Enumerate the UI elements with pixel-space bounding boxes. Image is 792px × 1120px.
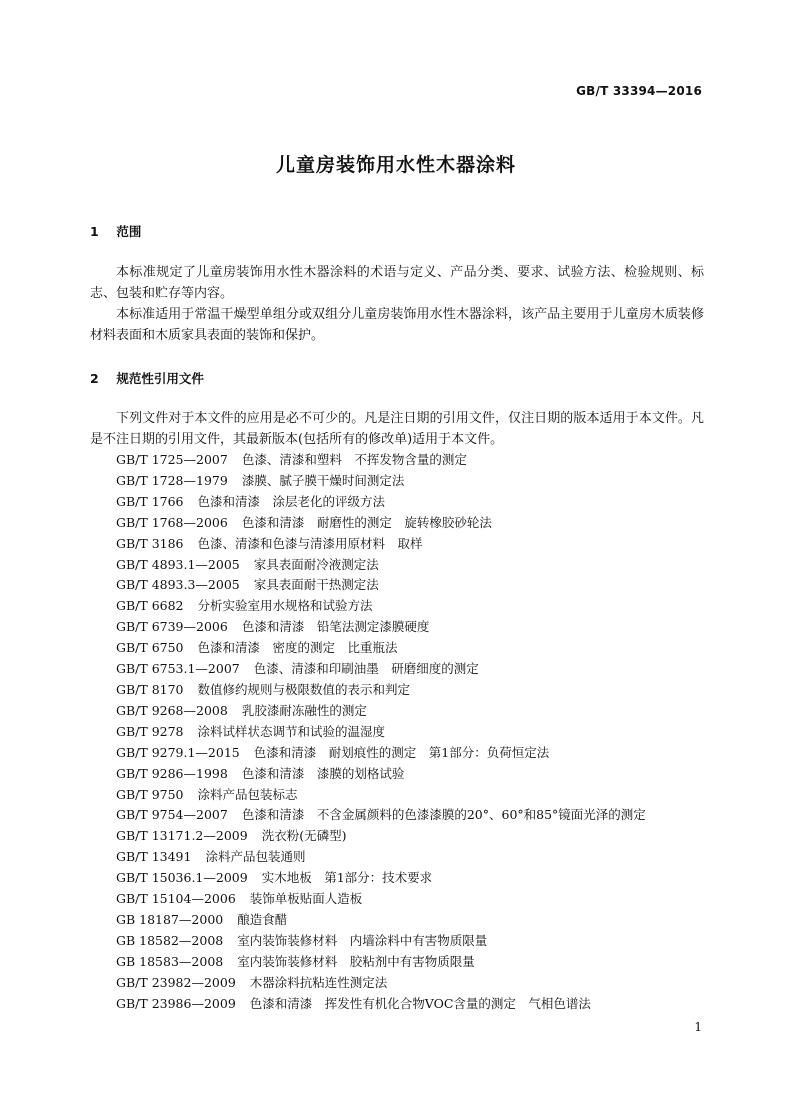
- section-1-number: 1: [90, 224, 99, 239]
- reference-code: GB/T 23986—2009: [116, 995, 236, 1011]
- reference-item: [116, 513, 716, 534]
- reference-code: GB/T 1768—2006: [116, 514, 228, 530]
- reference-code: GB/T 15036.1—2009: [116, 870, 248, 886]
- reference-code: GB 18582—2008: [116, 932, 224, 948]
- reference-item: [116, 764, 716, 785]
- reference-item: [116, 994, 716, 1015]
- reference-code: GB/T 13171.2—2009: [116, 828, 248, 844]
- reference-title: 分析实验室用水规格和试验方法: [197, 598, 373, 614]
- reference-title: 色漆和清漆 铅笔法测定漆膜硬度: [241, 619, 430, 635]
- reference-title: 室内装饰装修材料 胶粘剂中有害物质限量: [237, 953, 475, 969]
- page-number: 1: [694, 1020, 702, 1034]
- reference-title: 色漆和清漆 耐划痕性的测定 第1部分：负荷恒定法: [253, 744, 550, 760]
- reference-title: 装饰单板贴面人造板: [249, 891, 363, 907]
- reference-code: GB/T 15104—2006: [116, 891, 236, 907]
- reference-title: 涂料产品包装标志: [197, 786, 298, 802]
- reference-code: GB/T 13491: [116, 849, 192, 865]
- reference-title: 色漆和清漆 不含金属颜料的色漆漆膜的20°、60°和85°镜面光泽的测定: [241, 807, 646, 823]
- reference-code: GB/T 1725—2007: [116, 452, 228, 467]
- reference-list: [116, 450, 716, 1014]
- section-1-paragraph-2: 本标准适用于常温干燥型单组分或双组分儿童房装饰用水性木器涂料，该产品主要用于儿童房木质装修材料表面和木质家具表面的装饰和保护。: [90, 307, 704, 343]
- reference-title: 色漆和清漆 挥发性有机化合物VOC含量的测定 气相色谱法: [249, 995, 591, 1011]
- section-1-paragraph-1: 本标准规定了儿童房装饰用水性木器涂料的术语与定义、产品分类、要求、试验方法、检验规则、标志、包装和贮存等内容。: [90, 265, 704, 301]
- reference-code: GB/T 9750: [116, 786, 184, 802]
- reference-title: 色漆和清漆 涂层老化的评级方法: [197, 493, 386, 509]
- reference-title: 漆膜、腻子膜干燥时间测定法: [241, 472, 405, 488]
- reference-item: [116, 952, 716, 973]
- reference-title: 室内装饰装修材料 内墙涂料中有害物质限量: [237, 932, 488, 948]
- reference-title: 数值修约规则与极限数值的表示和判定: [197, 681, 411, 697]
- reference-item: [116, 450, 716, 471]
- reference-code: GB/T 6682: [116, 598, 184, 614]
- section-1-heading: [90, 222, 141, 240]
- reference-item: [116, 910, 716, 931]
- reference-title: 酿造食醋: [237, 911, 288, 927]
- reference-code: GB 18583—2008: [116, 953, 224, 969]
- section-2-intro: 下列文件对于本文件的应用是必不可少的。凡是注日期的引用文件，仅注日期的版本适用于本文件。凡是不注日期的引用文件，其最新版本(包括所有的修改单)适用于本文件。: [90, 411, 704, 447]
- reference-title: 涂料试样状态调节和试验的温湿度: [197, 723, 386, 739]
- reference-title: 木器涂料抗粘连性测定法: [249, 974, 388, 990]
- section-2-number: 2: [90, 371, 99, 386]
- reference-title: 色漆、清漆和色漆与清漆用原材料 取样: [197, 535, 423, 551]
- reference-code: GB/T 8170: [116, 681, 184, 697]
- reference-item: [116, 722, 716, 743]
- reference-title: 洗衣粉(无磷型): [261, 828, 347, 844]
- reference-code: GB/T 3186: [116, 535, 184, 551]
- reference-title: 色漆和清漆 密度的测定 比重瓶法: [197, 640, 398, 656]
- reference-code: GB/T 9278: [116, 723, 184, 739]
- reference-title: 色漆、清漆和塑料 不挥发物含量的测定: [241, 452, 467, 467]
- reference-title: 色漆和清漆 漆膜的划格试验: [241, 765, 405, 781]
- reference-item: [116, 973, 716, 994]
- reference-title: 色漆和清漆 耐磨性的测定 旋转橡胶砂轮法: [241, 514, 492, 530]
- reference-item: [116, 743, 716, 764]
- reference-code: GB/T 9279.1—2015: [116, 744, 240, 760]
- reference-item: [116, 826, 716, 847]
- reference-item: [116, 659, 716, 680]
- reference-item: [116, 868, 716, 889]
- standard-code: GB/T 33394—2016: [576, 84, 702, 98]
- reference-item: [116, 847, 716, 868]
- reference-code: GB/T 9286—1998: [116, 765, 228, 781]
- reference-item: [116, 617, 716, 638]
- reference-item: [116, 492, 716, 513]
- reference-code: GB/T 1766: [116, 493, 184, 509]
- reference-code: GB/T 4893.1—2005: [116, 556, 240, 572]
- reference-title: 家具表面耐干热测定法: [253, 577, 379, 593]
- section-2-heading: [90, 369, 204, 387]
- reference-item: [116, 680, 716, 701]
- reference-title: 涂料产品包装通则: [205, 849, 306, 865]
- reference-title: 乳胶漆耐冻融性的测定: [241, 702, 367, 718]
- reference-code: GB/T 9754—2007: [116, 807, 228, 823]
- reference-item: [116, 785, 716, 806]
- reference-item: [116, 701, 716, 722]
- reference-item: [116, 931, 716, 952]
- reference-item: [116, 471, 716, 492]
- reference-item: [116, 889, 716, 910]
- reference-code: GB/T 6753.1—2007: [116, 661, 240, 677]
- reference-code: GB/T 6739—2006: [116, 619, 228, 635]
- reference-code: GB/T 4893.3—2005: [116, 577, 240, 593]
- reference-code: GB/T 6750: [116, 640, 184, 656]
- section-2-title: 规范性引用文件: [116, 371, 204, 386]
- section-1-title: 范围: [116, 224, 142, 239]
- reference-title: 家具表面耐冷液测定法: [253, 556, 379, 572]
- reference-item: [116, 596, 716, 617]
- reference-item: [116, 555, 716, 576]
- reference-item: [116, 534, 716, 555]
- reference-item: [116, 638, 716, 659]
- reference-item: [116, 575, 716, 596]
- reference-title: 实木地板 第1部分：技术要求: [261, 870, 433, 886]
- document-title: 儿童房装饰用水性木器涂料: [275, 154, 516, 176]
- reference-code: GB/T 1728—1979: [116, 472, 228, 488]
- reference-item: [116, 805, 716, 826]
- reference-title: 色漆、清漆和印刷油墨 研磨细度的测定: [253, 661, 479, 677]
- reference-code: GB/T 9268—2008: [116, 702, 228, 718]
- reference-code: GB/T 23982—2009: [116, 974, 236, 990]
- reference-code: GB 18187—2000: [116, 911, 224, 927]
